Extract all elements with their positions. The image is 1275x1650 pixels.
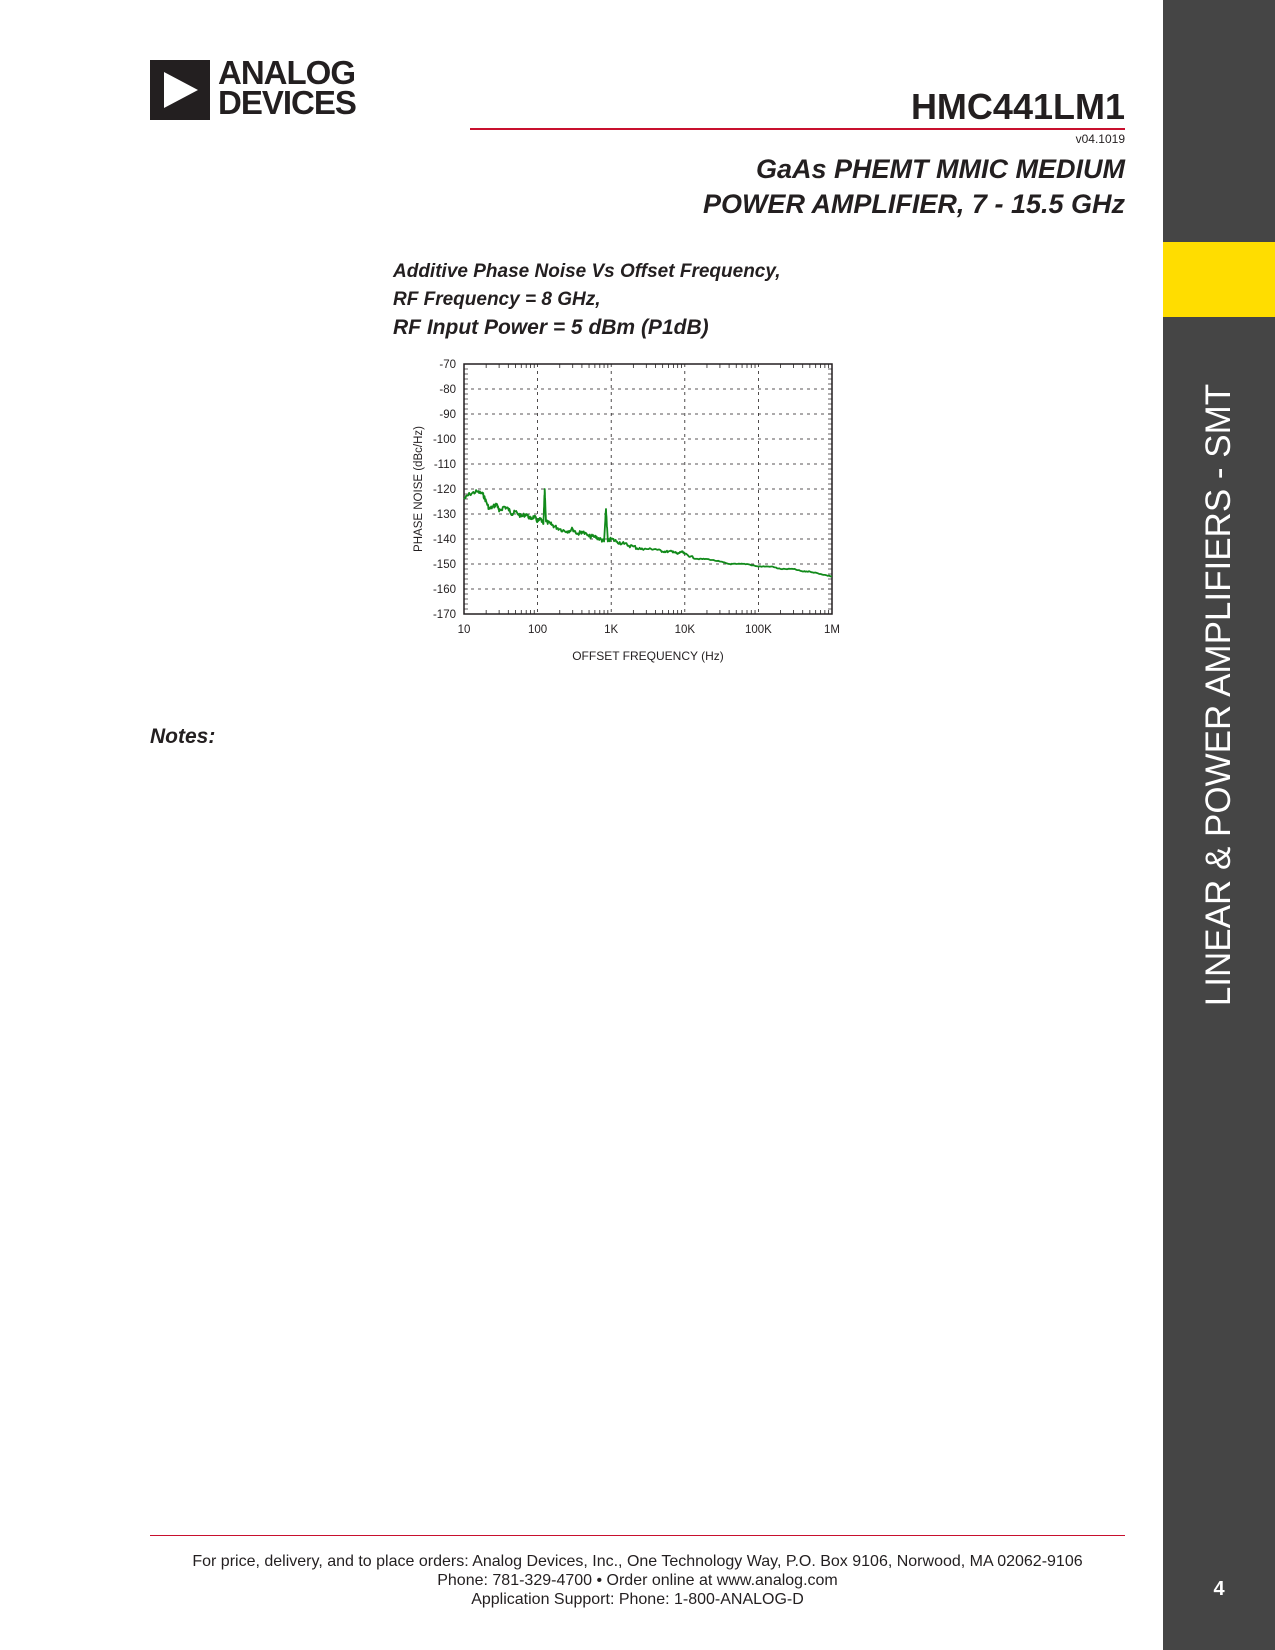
- footer: [150, 1552, 1125, 1609]
- header-divider: [470, 128, 1125, 130]
- footer-line-1: For price, delivery, and to place orders: Analog Devices, Inc., One Technology Way, P.O. Box 9106, Norwood, MA 02062-9106: [192, 1553, 1083, 1570]
- sidebar: [1163, 0, 1275, 1650]
- subtitle-line-1: GaAs PHEMT MMIC MEDIUM: [755, 154, 1125, 184]
- x-axis-label: OFFSET FREQUENCY (Hz): [572, 649, 724, 663]
- chart-heading: [393, 258, 781, 342]
- y-tick-label: -150: [432, 559, 456, 571]
- y-tick-label: -90: [439, 409, 456, 421]
- chart-heading-line-2: RF Frequency = 8 GHz,: [393, 289, 601, 310]
- x-tick-label: 10: [457, 624, 471, 636]
- footer-divider: [150, 1535, 1125, 1536]
- y-tick-label: -80: [439, 384, 456, 396]
- series-line: [464, 489, 832, 577]
- logo-line-2: DEVICES: [218, 84, 356, 121]
- footer-line-2: Phone: 781-329-4700 • Order online at www.analog.com: [437, 1572, 838, 1589]
- footer-line-3: Application Support: Phone: 1-800-ANALOG-D: [471, 1591, 804, 1608]
- subtitle-line-2: POWER AMPLIFIER, 7 - 15.5 GHz: [702, 189, 1125, 219]
- section-tab-marker: [1163, 242, 1275, 317]
- chart-heading-line-3: RF Input Power = 5 dBm (P1dB): [393, 316, 709, 339]
- logo-wordmark: [218, 54, 356, 121]
- y-axis-label: PHASE NOISE (dBc/Hz): [413, 426, 425, 552]
- chart-heading-line-1: Additive Phase Noise Vs Offset Frequency,: [393, 261, 781, 282]
- phase-noise-chart: [400, 350, 850, 670]
- x-tick-label: 100K: [744, 624, 772, 636]
- x-tick-label: 1K: [604, 624, 619, 636]
- y-tick-label: -120: [432, 484, 456, 496]
- y-tick-label: -170: [432, 609, 456, 621]
- section-label: LINEAR & POWER AMPLIFIERS - SMT: [1199, 383, 1238, 1007]
- y-tick-label: -110: [433, 459, 456, 471]
- y-tick-label: -100: [432, 434, 456, 446]
- page-number: 4: [1213, 1578, 1225, 1600]
- part-number: HMC441LM1: [910, 86, 1125, 127]
- y-tick-label: -130: [432, 509, 456, 521]
- y-tick-label: -70: [439, 359, 456, 371]
- logo-line-1: ANALOG: [218, 54, 355, 91]
- x-tick-label: 10K: [674, 624, 696, 636]
- x-tick-label: 100: [528, 624, 548, 636]
- x-tick-label: 1M: [824, 624, 840, 636]
- version-label: v04.1019: [1075, 132, 1125, 146]
- notes-label: Notes:: [150, 725, 216, 748]
- y-tick-label: -140: [432, 534, 456, 546]
- product-subtitle: [703, 152, 1125, 222]
- logo-triangle-icon: [150, 60, 210, 120]
- y-tick-label: -160: [432, 584, 456, 596]
